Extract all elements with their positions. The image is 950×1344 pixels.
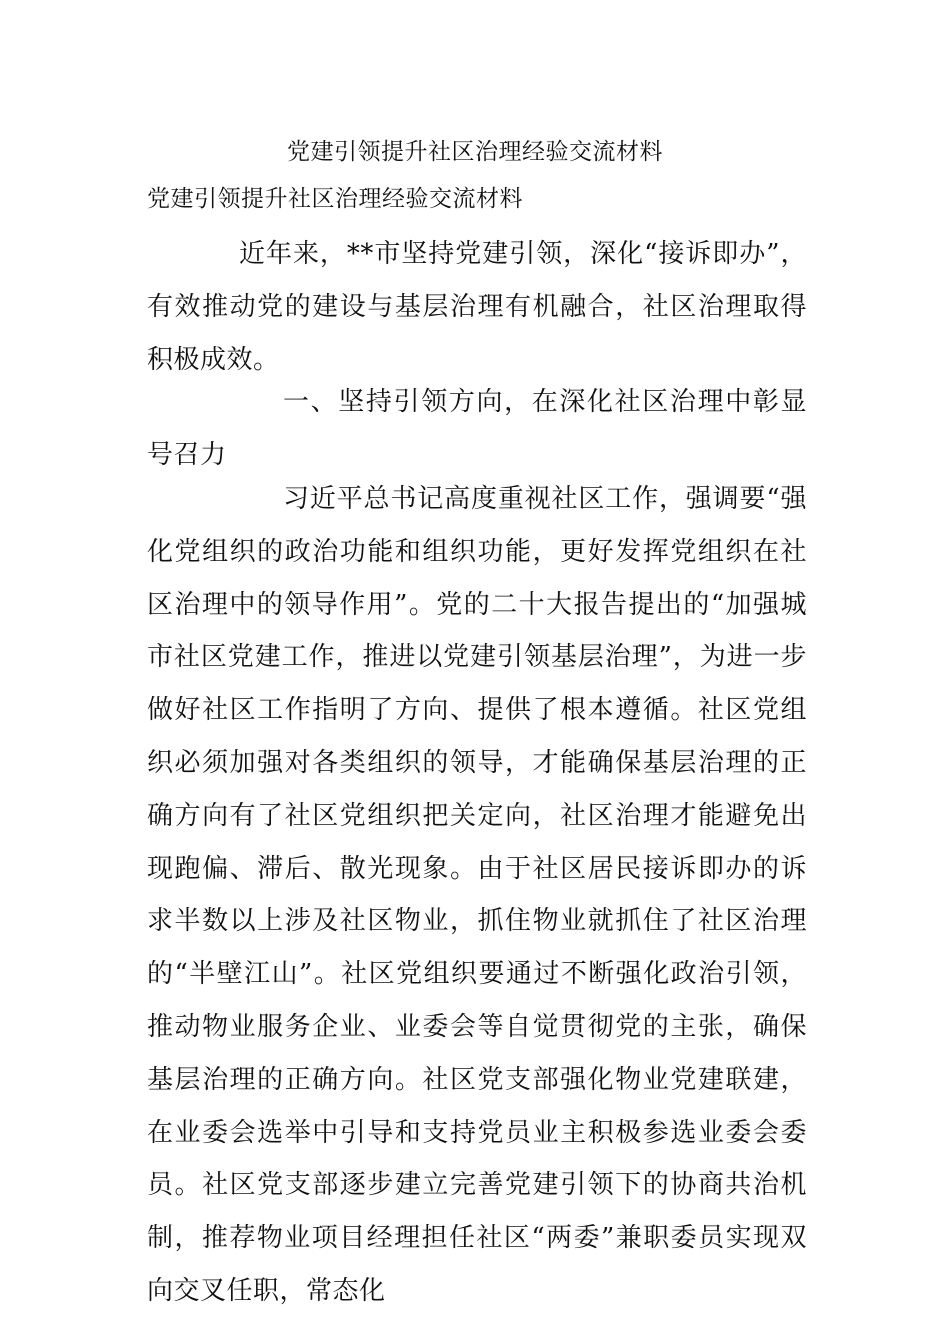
document-title: 党建引领提升社区治理经验交流材料 [287, 139, 663, 165]
intro-paragraph: 近年来，**市坚持党建引领，深化“接诉即办”，有效推动党的建设与基层治理有机融合，社区治理取得积极成效。 [147, 239, 807, 375]
section-heading-1: 一、坚持引领方向，在深化社区治理中彰显号召力 [147, 387, 807, 470]
document-subtitle: 党建引领提升社区治理经验交流材料 [147, 186, 523, 212]
body-paragraph-1: 习近平总书记高度重视社区工作，强调要“强化党组织的政治功能和组织功能，更好发挥党组织在社区治理中的领导作用”。党的二十大报告提出的“加强城市社区党建工作，推进以党建引领基层治理”，为进一步做好社区工作指明了方向、提供了根本遵循。社区党组织必须加强对各类组织的领导，才能确保基层治理的正确方向有了社区党组织把关定向，社区治理才能避免出现跑偏、滞后、散光现象。由于社区居民接诉即办的诉求半数以上涉及社区物业，抓住物业就抓住了社区治理的“半壁江山”。社区党组织要通过不断强化政治引领，推动物业服务企业、业委会等自觉贯彻党的主张，确保基层治理的正确方向。社区党支部强化物业党建联建，在业委会选举中引导和支持党员业主积极参选业委会委员。社区党支部逐步建立完善党建引领下的协商共治机制，推荐物业项目经理担任社区“两委”兼职委员实现双向交叉任职，常态化 [147, 484, 807, 1306]
